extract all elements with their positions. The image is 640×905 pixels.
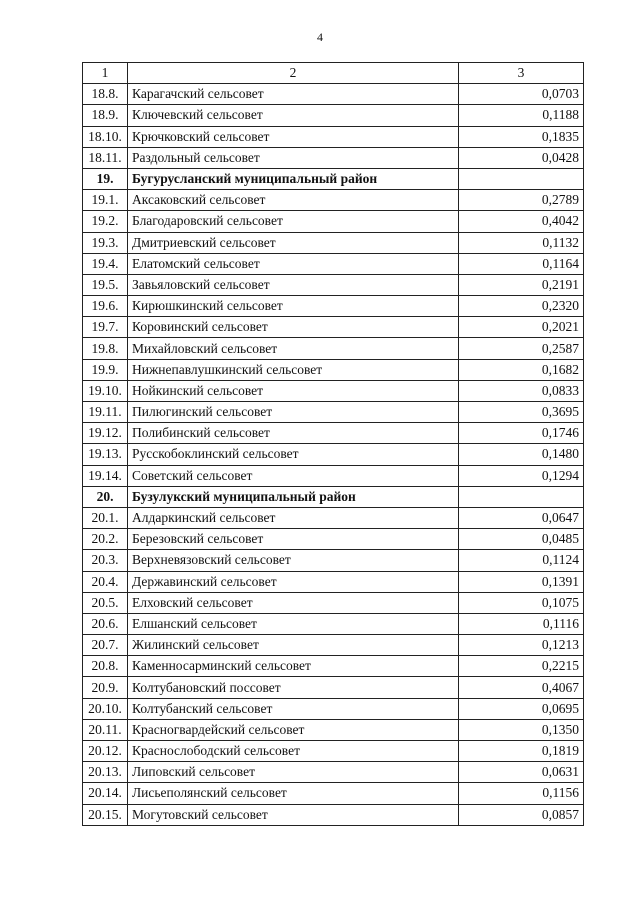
row-number: 20.15.	[83, 804, 128, 825]
row-number: 20.5.	[83, 592, 128, 613]
municipality-name: Коровинский сельсовет	[128, 317, 459, 338]
table-row	[83, 211, 584, 232]
coefficient-value: 0,2191	[459, 274, 584, 295]
row-number: 19.10.	[83, 380, 128, 401]
municipality-name: Алдаркинский сельсовет	[128, 507, 459, 528]
municipality-name: Каменносарминский сельсовет	[128, 656, 459, 677]
municipality-name: Полибинский сельсовет	[128, 423, 459, 444]
table-row	[83, 338, 584, 359]
table-row	[83, 550, 584, 571]
table-row	[83, 741, 584, 762]
municipality-name: Колтубановский поссовет	[128, 677, 459, 698]
row-number: 18.8.	[83, 84, 128, 105]
coefficient-value: 0,1188	[459, 105, 584, 126]
table-header-row	[83, 63, 584, 84]
table-row	[83, 380, 584, 401]
coefficient-value: 0,1164	[459, 253, 584, 274]
municipality-name: Могутовский сельсовет	[128, 804, 459, 825]
coefficient-value: 0,0631	[459, 762, 584, 783]
coefficient-value: 0,1391	[459, 571, 584, 592]
row-number: 19.	[83, 168, 128, 189]
row-number: 19.11.	[83, 402, 128, 423]
row-number: 20.13.	[83, 762, 128, 783]
district-name: Бугурусланский муниципальный район	[128, 168, 459, 189]
coefficient-value: 0,2587	[459, 338, 584, 359]
municipality-name: Советский сельсовет	[128, 465, 459, 486]
coefficient-value	[459, 486, 584, 507]
municipality-name: Пилюгинский сельсовет	[128, 402, 459, 423]
table-row	[83, 571, 584, 592]
row-number: 18.9.	[83, 105, 128, 126]
row-number: 19.13.	[83, 444, 128, 465]
table-row	[83, 529, 584, 550]
table-row	[83, 762, 584, 783]
row-number: 19.1.	[83, 190, 128, 211]
table-row	[83, 465, 584, 486]
row-number: 19.12.	[83, 423, 128, 444]
coefficient-value: 0,1294	[459, 465, 584, 486]
table-row	[83, 613, 584, 634]
coefficient-value: 0,2789	[459, 190, 584, 211]
coefficient-value: 0,2215	[459, 656, 584, 677]
municipality-name: Лисьеполянский сельсовет	[128, 783, 459, 804]
row-number: 20.6.	[83, 613, 128, 634]
municipality-name: Елховский сельсовет	[128, 592, 459, 613]
table-row	[83, 656, 584, 677]
table-row	[83, 677, 584, 698]
column-header-1: 1	[83, 63, 128, 84]
municipality-name: Жилинский сельсовет	[128, 635, 459, 656]
row-number: 18.10.	[83, 126, 128, 147]
municipality-name: Михайловский сельсовет	[128, 338, 459, 359]
row-number: 20.8.	[83, 656, 128, 677]
municipality-name: Карагачский сельсовет	[128, 84, 459, 105]
row-number: 20.11.	[83, 719, 128, 740]
row-number: 20.7.	[83, 635, 128, 656]
row-number: 20.4.	[83, 571, 128, 592]
table-row	[83, 423, 584, 444]
table-row	[83, 592, 584, 613]
municipality-name: Липовский сельсовет	[128, 762, 459, 783]
table-row	[83, 317, 584, 338]
table-row	[83, 147, 584, 168]
row-number: 20.3.	[83, 550, 128, 571]
table-body	[83, 63, 584, 826]
municipality-name: Державинский сельсовет	[128, 571, 459, 592]
table-row	[83, 804, 584, 825]
coefficient-value: 0,0647	[459, 507, 584, 528]
municipality-name: Раздольный сельсовет	[128, 147, 459, 168]
row-number: 20.10.	[83, 698, 128, 719]
coefficient-value: 0,0703	[459, 84, 584, 105]
allocation-table	[82, 62, 584, 826]
coefficient-value: 0,0833	[459, 380, 584, 401]
coefficient-value: 0,4067	[459, 677, 584, 698]
municipality-name: Крючковский сельсовет	[128, 126, 459, 147]
row-number: 20.9.	[83, 677, 128, 698]
municipality-name: Березовский сельсовет	[128, 529, 459, 550]
row-number: 19.3.	[83, 232, 128, 253]
municipality-name: Елшанский сельсовет	[128, 613, 459, 634]
coefficient-value: 0,2320	[459, 296, 584, 317]
coefficient-value: 0,0695	[459, 698, 584, 719]
table-row	[83, 105, 584, 126]
coefficient-value: 0,3695	[459, 402, 584, 423]
coefficient-value: 0,1124	[459, 550, 584, 571]
row-number: 19.9.	[83, 359, 128, 380]
row-number: 20.1.	[83, 507, 128, 528]
table-row	[83, 507, 584, 528]
municipality-name: Благодаровский сельсовет	[128, 211, 459, 232]
coefficient-value: 0,1350	[459, 719, 584, 740]
municipality-name: Дмитриевский сельсовет	[128, 232, 459, 253]
municipality-name: Краснослободский сельсовет	[128, 741, 459, 762]
column-header-2: 2	[128, 63, 459, 84]
coefficient-value: 0,1132	[459, 232, 584, 253]
row-number: 19.4.	[83, 253, 128, 274]
municipality-name: Русскобоклинский сельсовет	[128, 444, 459, 465]
row-number: 19.6.	[83, 296, 128, 317]
table-row	[83, 190, 584, 211]
coefficient-value: 0,4042	[459, 211, 584, 232]
table-row	[83, 232, 584, 253]
row-number: 19.2.	[83, 211, 128, 232]
section-row	[83, 168, 584, 189]
column-header-3: 3	[459, 63, 584, 84]
row-number: 19.8.	[83, 338, 128, 359]
table-row	[83, 274, 584, 295]
coefficient-value: 0,1116	[459, 613, 584, 634]
table-row	[83, 444, 584, 465]
row-number: 20.2.	[83, 529, 128, 550]
table-row	[83, 719, 584, 740]
coefficient-value: 0,0857	[459, 804, 584, 825]
row-number: 19.7.	[83, 317, 128, 338]
municipality-name: Елатомский сельсовет	[128, 253, 459, 274]
coefficient-value: 0,1746	[459, 423, 584, 444]
row-number: 18.11.	[83, 147, 128, 168]
table-row	[83, 783, 584, 804]
coefficient-value: 0,1682	[459, 359, 584, 380]
table-row	[83, 359, 584, 380]
table-row	[83, 635, 584, 656]
district-name: Бузулукский муниципальный район	[128, 486, 459, 507]
page-number: 4	[317, 30, 323, 44]
coefficient-value	[459, 168, 584, 189]
municipality-name: Завьяловский сельсовет	[128, 274, 459, 295]
table-row	[83, 402, 584, 423]
coefficient-value: 0,0485	[459, 529, 584, 550]
row-number: 19.14.	[83, 465, 128, 486]
coefficient-value: 0,1156	[459, 783, 584, 804]
table-row	[83, 84, 584, 105]
coefficient-value: 0,2021	[459, 317, 584, 338]
coefficient-value: 0,1213	[459, 635, 584, 656]
coefficient-value: 0,1835	[459, 126, 584, 147]
municipality-name: Нойкинский сельсовет	[128, 380, 459, 401]
municipality-name: Верхневязовский сельсовет	[128, 550, 459, 571]
row-number: 20.12.	[83, 741, 128, 762]
row-number: 19.5.	[83, 274, 128, 295]
coefficient-value: 0,1480	[459, 444, 584, 465]
municipality-name: Колтубанский сельсовет	[128, 698, 459, 719]
coefficient-value: 0,1819	[459, 741, 584, 762]
municipality-name: Красногвардейский сельсовет	[128, 719, 459, 740]
row-number: 20.	[83, 486, 128, 507]
table-row	[83, 253, 584, 274]
coefficient-value: 0,1075	[459, 592, 584, 613]
table-row	[83, 296, 584, 317]
municipality-name: Аксаковский сельсовет	[128, 190, 459, 211]
section-row	[83, 486, 584, 507]
coefficient-value: 0,0428	[459, 147, 584, 168]
table-row	[83, 698, 584, 719]
municipality-name: Ключевский сельсовет	[128, 105, 459, 126]
municipality-name: Кирюшкинский сельсовет	[128, 296, 459, 317]
row-number: 20.14.	[83, 783, 128, 804]
table-row	[83, 126, 584, 147]
municipality-name: Нижнепавлушкинский сельсовет	[128, 359, 459, 380]
